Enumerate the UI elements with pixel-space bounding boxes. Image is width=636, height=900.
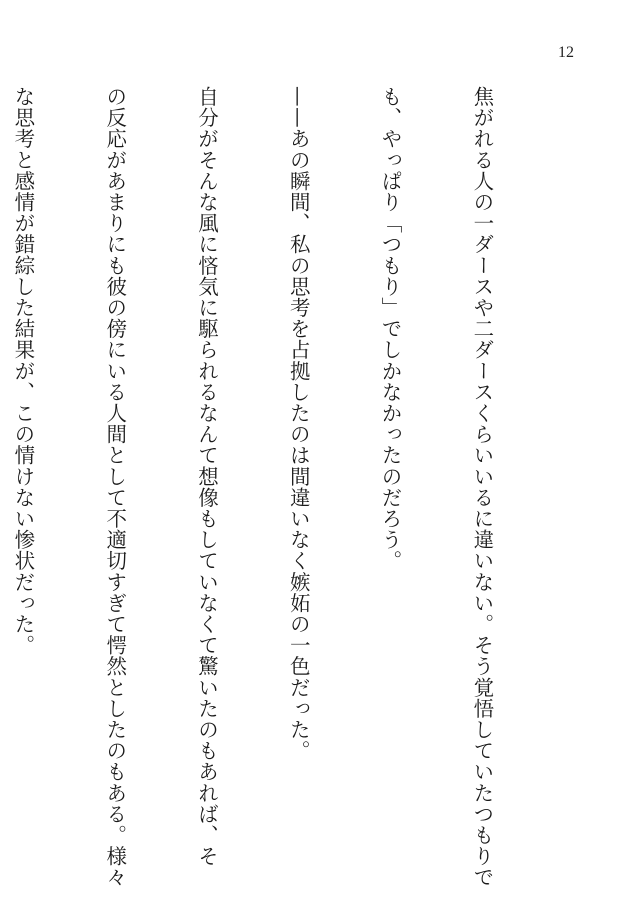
text-line: の反応があまりにも彼の傍にいる人間として不適切すぎて愕然としたのもある。様々 — [102, 86, 127, 888]
text-line: 自分がそんな風に悋気に駆られるなんて想像もしていなくて驚いたのもあれば、そ — [194, 86, 219, 867]
page-number: 12 — [558, 44, 574, 61]
text-line: も、やっぱり「つもり」でしかなかったのだろう。 — [378, 86, 403, 572]
text-line: 焦がれる人の一ダースや二ダースくらいいるに違いない。そう覚悟していたつもりで — [469, 86, 494, 888]
text-line: な思考と感情が錯綜した結果が、この情けない惨状だった。 — [10, 86, 35, 656]
text-line: ——あの瞬間、私の思考を占拠したのは間違いなく嫉妬の一色だった。 — [286, 86, 311, 762]
body-text — [0, 86, 558, 888]
